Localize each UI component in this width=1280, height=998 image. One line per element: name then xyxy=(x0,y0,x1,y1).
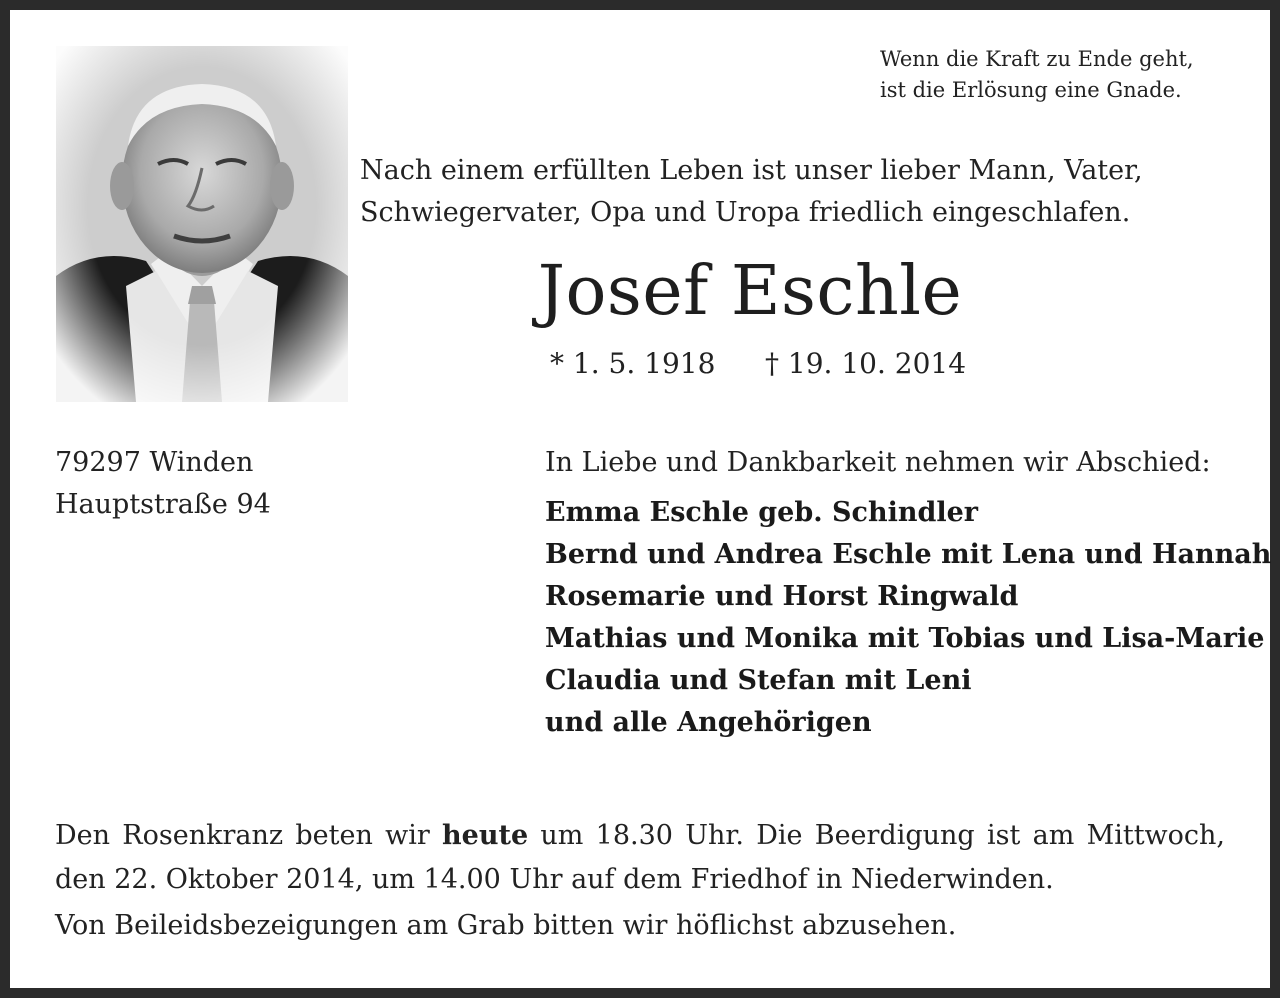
mourner-entry: Claudia und Stefan mit Leni xyxy=(545,665,972,696)
portrait-photo xyxy=(56,46,348,402)
motto-line: ist die Erlösung eine Gnade. xyxy=(880,78,1182,102)
death-date: † 19. 10. 2014 xyxy=(765,347,967,380)
address-line: Hauptstraße 94 xyxy=(55,489,271,520)
intro-line: Schwiegervater, Opa und Uropa friedlich eingeschlafen. xyxy=(360,197,1131,228)
intro-line: Nach einem erfüllten Leben ist unser lieber Mann, Vater, xyxy=(360,155,1143,186)
mourners-list xyxy=(545,492,1271,744)
deceased-name: Josef Eschle xyxy=(537,252,963,331)
mourner-entry: Emma Eschle geb. Schindler xyxy=(545,497,979,528)
mourner-entry: und alle Angehörigen xyxy=(545,707,872,738)
motto-line: Wenn die Kraft zu Ende geht, xyxy=(880,47,1194,71)
portrait-illustration xyxy=(56,46,348,402)
birth-date: * 1. 5. 1918 xyxy=(550,347,716,380)
farewell-heading: In Liebe und Dankbarkeit nehmen wir Abschied: xyxy=(545,447,1211,478)
condolence-note: Von Beileidsbezeigungen am Grab bitten wir höflichst abzusehen. xyxy=(55,910,957,941)
intro-text xyxy=(360,150,1143,234)
funeral-text-start: Den Rosenkranz beten wir xyxy=(55,820,443,851)
funeral-emphasis: heute xyxy=(442,820,529,851)
mourner-entry: Mathias und Monika mit Tobias und Lisa-Marie xyxy=(545,623,1265,654)
address-line: 79297 Winden xyxy=(55,447,254,478)
mourner-entry: Bernd und Andrea Eschle mit Lena und Hannah xyxy=(545,539,1272,570)
motto-quote xyxy=(880,44,1240,106)
funeral-text-end: um 18.30 Uhr. Die Beerdigung ist am Mittwoch, den 22. Oktober 2014, um 14.00 Uhr auf dem Friedhof in Niederwinden. xyxy=(55,820,1226,895)
mourner-entry: Rosemarie und Horst Ringwald xyxy=(545,581,1019,612)
funeral-details xyxy=(55,814,1225,902)
address-block xyxy=(55,442,271,526)
